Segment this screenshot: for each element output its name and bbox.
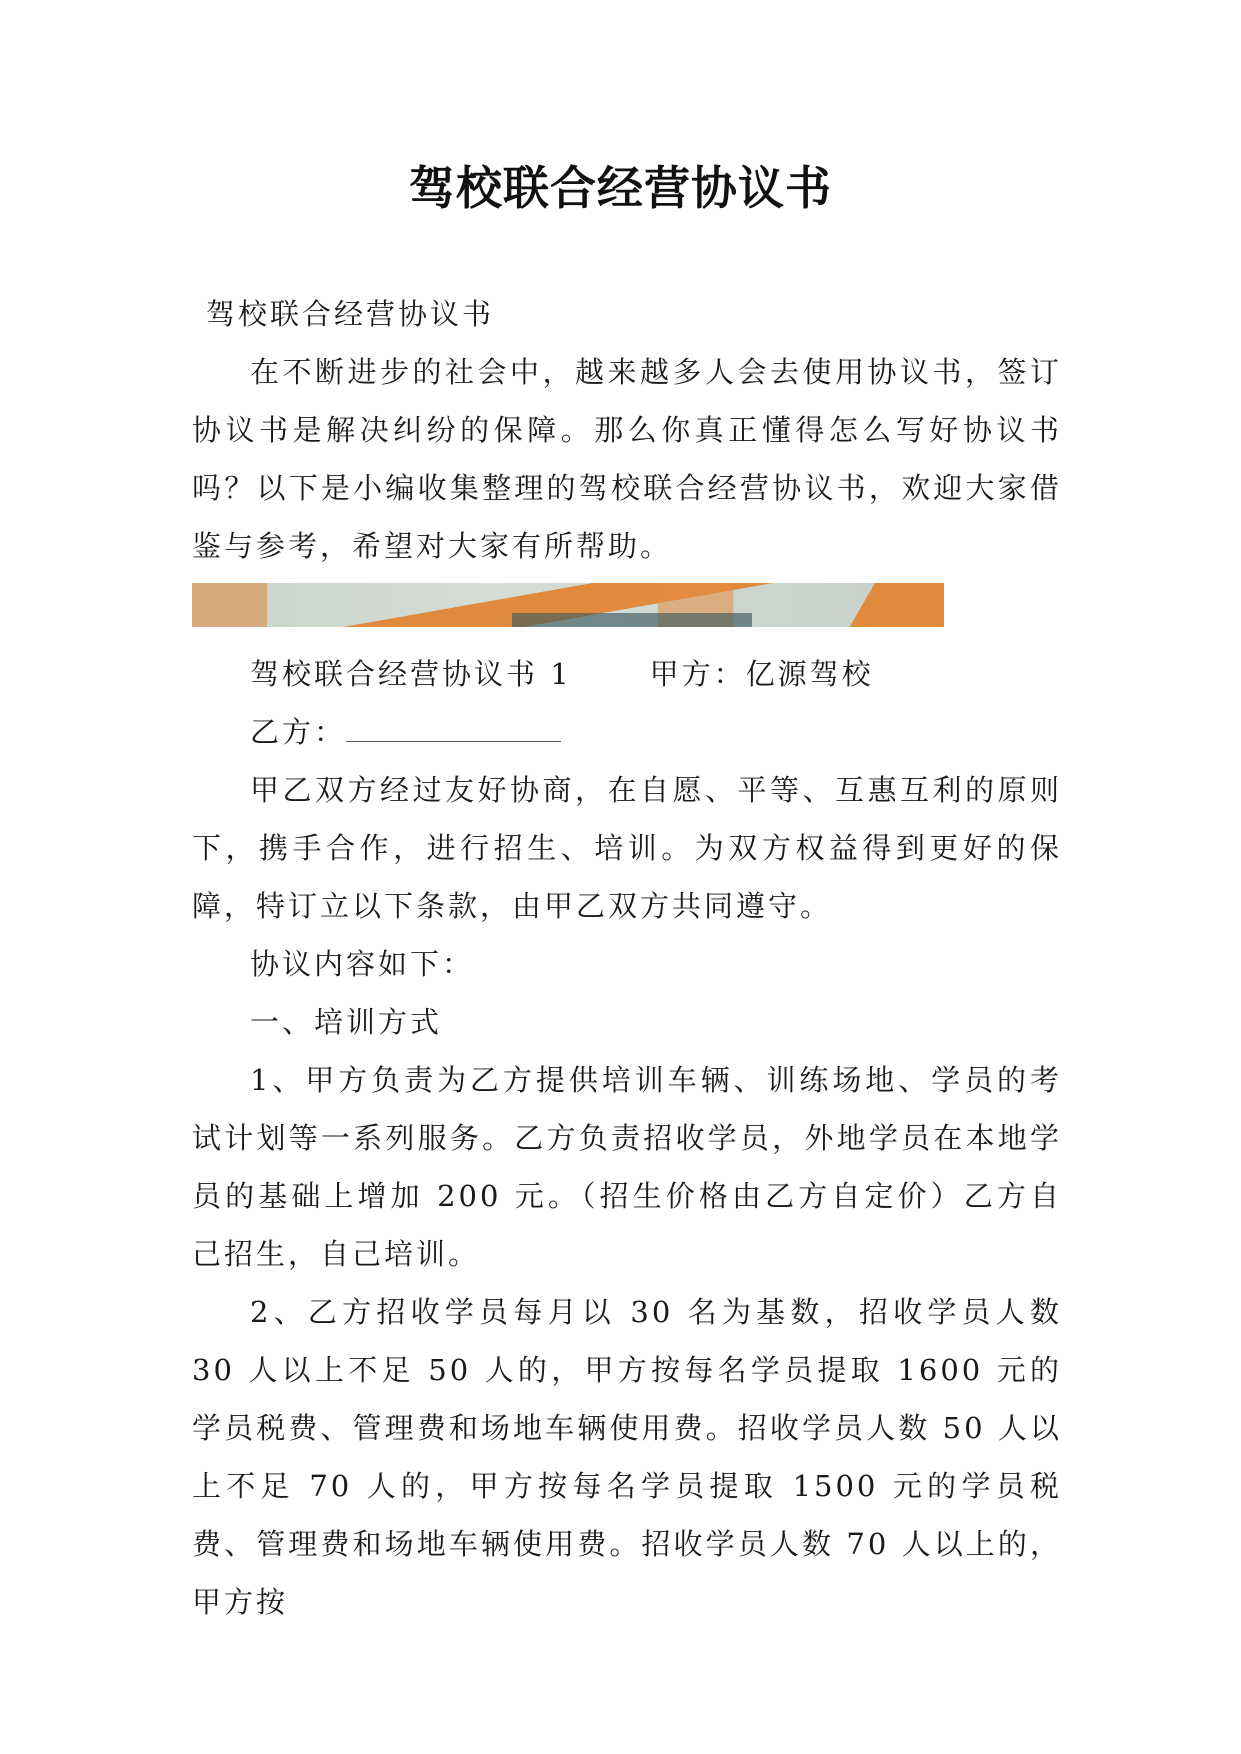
section-heading-row — [192, 645, 1062, 703]
party-b-label: 乙方： — [250, 715, 347, 749]
section-heading-training: 一、培训方式 — [250, 1005, 443, 1039]
party-a: 甲方：亿源驾校 — [649, 657, 874, 691]
party-b-blank — [346, 707, 561, 742]
party-b-row — [192, 703, 1062, 761]
clause-paragraph: 1、甲方负责为乙方提供培训车辆、训练场地、学员的考试计划等一系列服务。乙方负责招收学员，外地学员在本地学员的基础上增加 200 元。（招生价格由乙方自定价）乙方自己招生，自己培训。 — [192, 1063, 1062, 1271]
intro-paragraph: 在不断进步的社会中，越来越多人会去使用协议书，签订协议书是解决纠纷的保障。那么你真正懂得怎么写好协议书吗？以下是小编收集整理的驾校联合经营协议书，欢迎大家借鉴与参考，希望对大家有所帮助。 — [192, 355, 1062, 563]
clause-paragraph: 协议内容如下： — [250, 947, 475, 981]
document-subtitle: 驾校联合经营协议书 — [206, 297, 495, 331]
page-title: 驾校联合经营协议书 — [409, 161, 832, 215]
document-body — [192, 285, 1062, 1631]
clause-paragraph: 2、乙方招收学员每月以 30 名为基数，招收学员人数 30 人以上不足 50 人的，甲方按每名学员提取 1600 元的学员税费、管理费和场地车辆使用费。招收学员人数 50 人以上不足 70 人的，甲方按每名学员提取 1500 元的学员税费、管理费和场地车辆使用费。招收学员人数 70 人以上的，甲方按 — [192, 1295, 1062, 1619]
photo-dark-area — [512, 613, 752, 627]
section-heading: 驾校联合经营协议书 1 — [250, 657, 572, 691]
clause-paragraph: 甲乙双方经过友好协商，在自愿、平等、互惠互利的原则下，携手合作，进行招生、培训。为双方权益得到更好的保障，特订立以下条款，由甲乙双方共同遵守。 — [192, 773, 1062, 923]
photo-orange-corner — [812, 583, 944, 627]
driving-school-photo — [192, 583, 944, 627]
